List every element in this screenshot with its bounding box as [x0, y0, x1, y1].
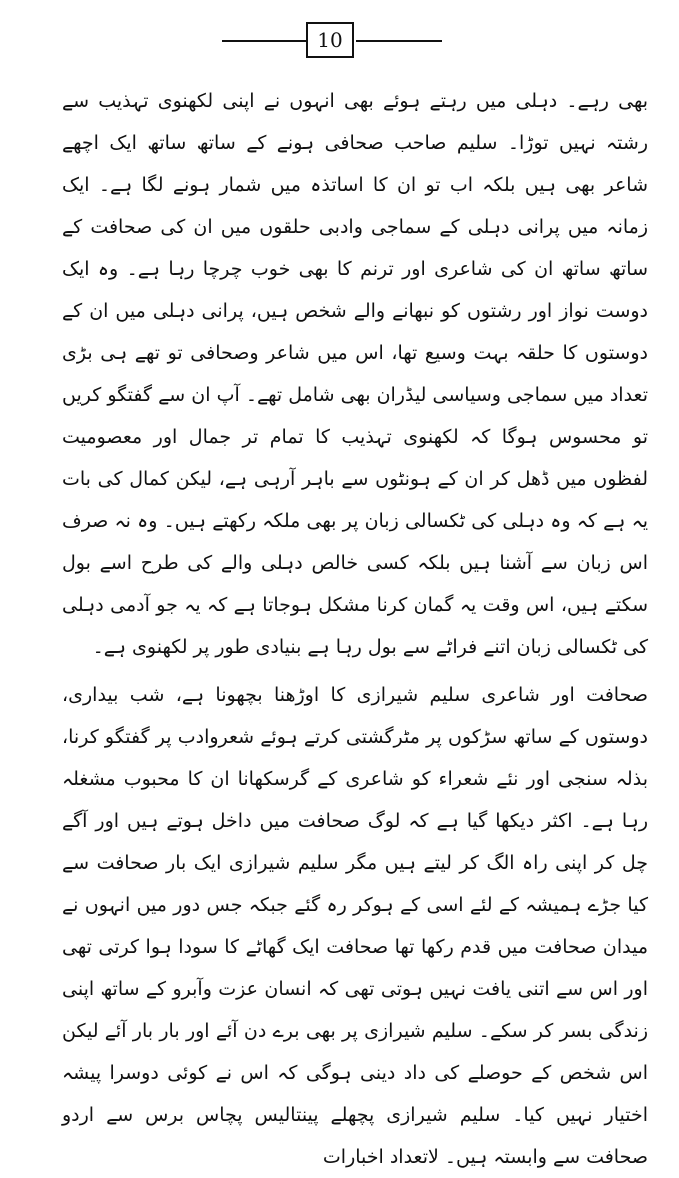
- paragraph-1: بھی رہے۔ دہلی میں رہتے ہوئے بھی انہوں نے اپنی لکھنوی تہذیب سے رشتہ نہیں توڑا۔ سلیم صاحب صحافی ہونے کے ساتھ ساتھ ایک اچھے شاعر بھی ہیں بلکہ اب تو ان کا اساتذہ میں شمار ہونے لگا ہے۔ ایک زمانہ میں پرانی دہلی کے سماجی وادبی حلقوں میں ان کی صحافت کے ساتھ ساتھ ان کی شاعری اور ترنم کا بھی خوب چرچا رہا ہے۔ وہ ایک دوست نواز اور رشتوں کو نبھانے والے شخص ہیں، پرانی دہلی میں ان کے دوستوں کا حلقہ بہت وسیع تھا، اس میں شاعر وصحافی تو تھے ہی بڑی تعداد میں سماجی وسیاسی لیڈران بھی شامل تھے۔ آپ ان سے گفتگو کریں تو محسوس ہوگا کہ لکھنوی تہذیب کا تمام تر جمال اور معصومیت لفظوں میں ڈھل کر ان کے ہونٹوں سے باہر آرہی ہے، لیکن کمال کی بات یہ ہے کہ وہ دہلی کی ٹکسالی زبان پر بھی ملکہ رکھتے ہیں۔ وہ نہ صرف اس زبان سے آشنا ہیں بلکہ کسی خالص دہلی والے کی طرح اسے بول سکتے ہیں، اس وقت یہ گمان کرنا مشکل ہوجاتا ہے کہ یہ جو آدمی دہلی کی ٹکسالی زبان اتنے فراٹے سے بول رہا ہے بنیادی طور پر لکھنوی ہے۔: [62, 90, 648, 658]
- paragraph-2: صحافت اور شاعری سلیم شیرازی کا اوڑھنا بچھونا ہے، شب بیداری، دوستوں کے ساتھ سڑکوں پر مٹرگشتی کرتے ہوئے شعروادب پر گفتگو کرنا، بذلہ سنجی اور نئے شعراء کو شاعری کے گرسکھانا ان کا محبوب مشغلہ رہا ہے۔ اکثر دیکھا گیا ہے کہ لوگ صحافت میں داخل ہوتے ہیں اور آگے چل کر اپنی راہ الگ کر لیتے ہیں مگر سلیم شیرازی ایک بار صحافت سے کیا جڑے ہمیشہ کے لئے اسی کے ہوکر رہ گئے جبکہ جس دور میں انہوں نے میدان صحافت میں قدم رکھا تھا صحافت ایک گھاٹے کا سودا ہوا کرتی تھی اور اس سے اتنی یافت نہیں ہوتی تھی کہ انسان عزت وآبرو کے ساتھ اپنی زندگی بسر کر سکے۔ سلیم شیرازی پر بھی برے دن آئے اور بار بار آئے لیکن اس شخص کے حوصلے کی داد دینی ہوگی کہ اس نے کوئی دوسرا پیشہ اختیار نہیں کیا۔ سلیم شیرازی پچھلے پینتالیس پچاس برس سے اردو صحافت سے وابستہ ہیں۔ لاتعداد اخبارات: [62, 684, 648, 1168]
- header-rule-right: [356, 40, 442, 42]
- page-number: 10: [306, 22, 354, 58]
- header-rule-left: [222, 40, 308, 42]
- page-header: [0, 22, 679, 62]
- page-body: [62, 80, 648, 1178]
